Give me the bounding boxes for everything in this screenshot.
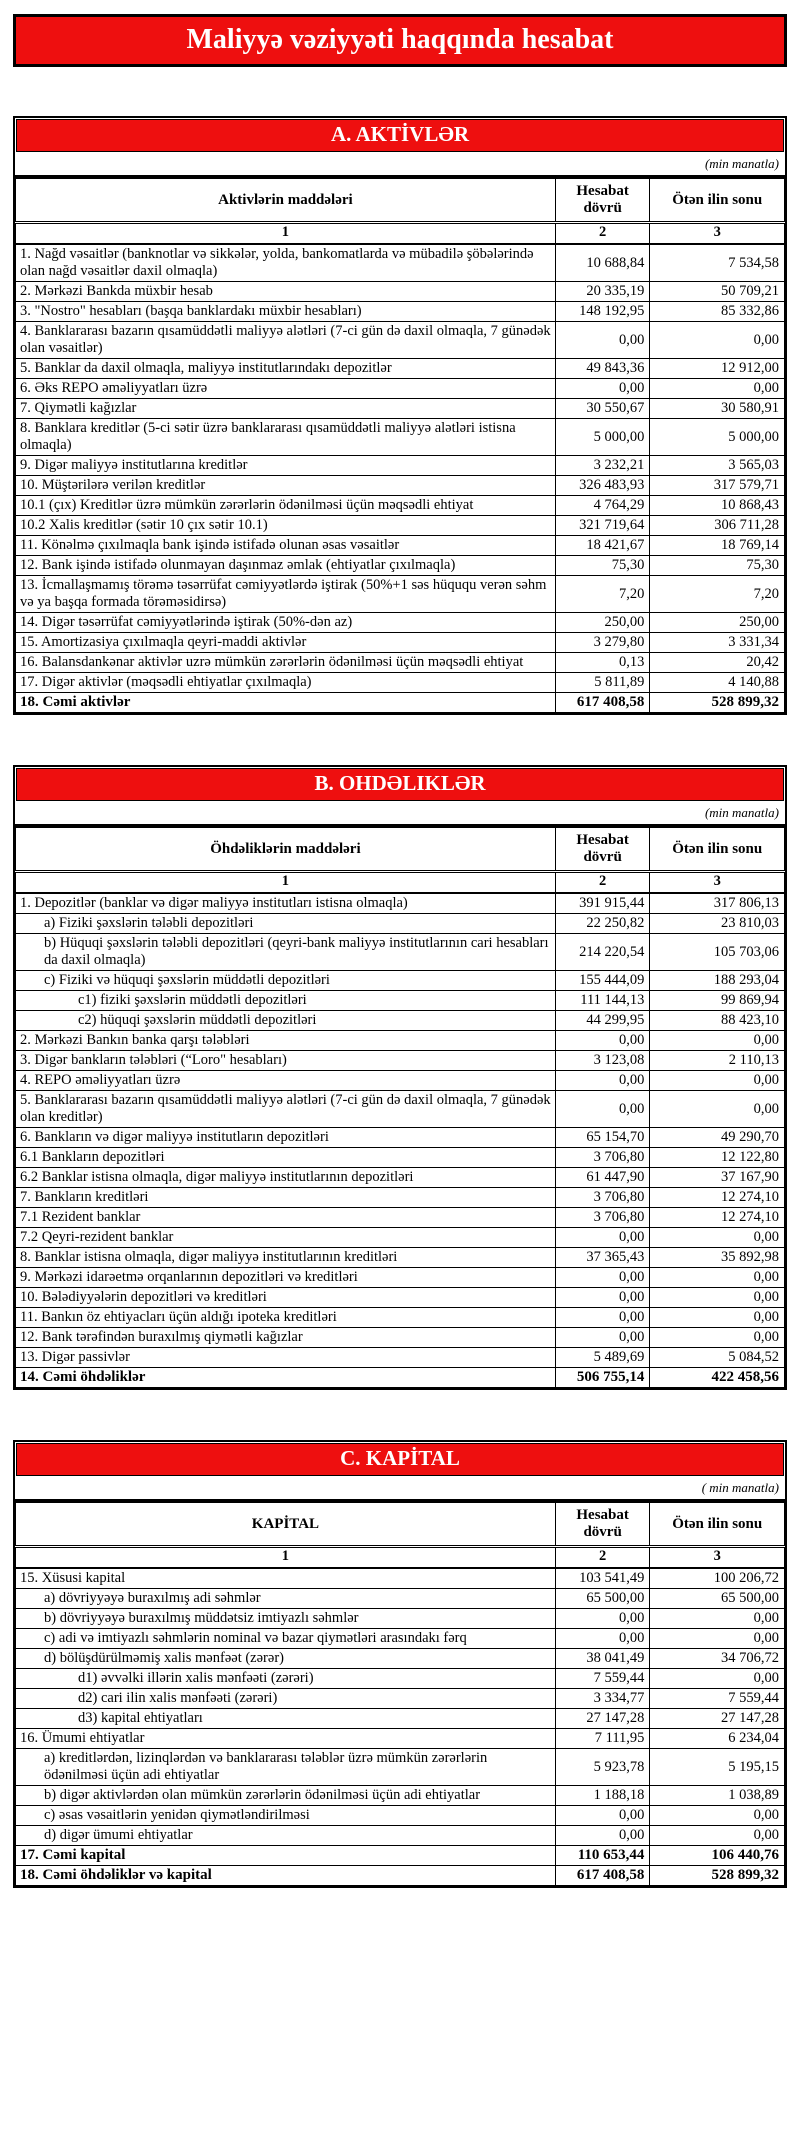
row-label: 4. REPO əməliyyatları üzrə	[16, 1071, 556, 1091]
row-value-current-period: 49 843,36	[555, 359, 650, 379]
row-label: 2. Mərkəzi Bankda müxbir hesab	[16, 282, 556, 302]
row-value-current-period: 0,00	[555, 1328, 650, 1348]
unit-note: (min manatla)	[15, 153, 785, 178]
row-label: 5. Banklararası bazarın qısamüddətli maliyyə alətləri (7-ci gün də daxil olmaqla, 7 günədək olan kreditlər)	[16, 1091, 556, 1128]
row-value-previous-year: 188 293,04	[650, 971, 785, 991]
row-value-current-period: 18 421,67	[555, 536, 650, 556]
row-value-previous-year: 0,00	[650, 1806, 785, 1826]
row-value-previous-year: 85 332,86	[650, 302, 785, 322]
table-row	[16, 1826, 785, 1846]
row-value-previous-year: 105 703,06	[650, 934, 785, 971]
row-value-previous-year: 20,42	[650, 653, 785, 673]
row-value-current-period: 0,00	[555, 1071, 650, 1091]
row-label: 14. Digər təsərrüfat cəmiyyətlərində iştirak (50%-dən az)	[16, 613, 556, 633]
col-header-current-period: Hesabat dövrü	[555, 828, 650, 872]
row-value-previous-year: 0,00	[650, 1091, 785, 1128]
row-value-previous-year: 49 290,70	[650, 1128, 785, 1148]
row-label: 14. Cəmi öhdəliklər	[16, 1368, 556, 1388]
table-row	[16, 1031, 785, 1051]
col-number-1: 1	[16, 872, 556, 894]
row-label: 12. Bank tərəfindən buraxılmış qiymətli kağızlar	[16, 1328, 556, 1348]
table-row	[16, 302, 785, 322]
row-value-previous-year: 250,00	[650, 613, 785, 633]
section-header-banner	[16, 119, 784, 152]
row-value-current-period: 110 653,44	[555, 1846, 650, 1866]
row-value-current-period: 0,00	[555, 1228, 650, 1248]
section-title: B. OHDƏLIKLƏR	[314, 771, 486, 795]
row-value-current-period: 506 755,14	[555, 1368, 650, 1388]
row-value-current-period: 0,00	[555, 1629, 650, 1649]
section-table	[15, 178, 785, 713]
col-header-items: KAPİTAL	[16, 1503, 556, 1547]
table-row	[16, 1188, 785, 1208]
row-label: 17. Cəmi kapital	[16, 1846, 556, 1866]
row-value-current-period: 617 408,58	[555, 1866, 650, 1886]
row-value-current-period: 148 192,95	[555, 302, 650, 322]
row-value-previous-year: 0,00	[650, 1031, 785, 1051]
column-number-row	[16, 872, 785, 894]
row-value-current-period: 0,00	[555, 1609, 650, 1629]
table-row	[16, 1071, 785, 1091]
report-section	[13, 1440, 787, 1888]
row-value-current-period: 75,30	[555, 556, 650, 576]
row-value-previous-year: 7 534,58	[650, 244, 785, 282]
table-row	[16, 1568, 785, 1589]
table-row	[16, 1248, 785, 1268]
row-value-current-period: 37 365,43	[555, 1248, 650, 1268]
row-value-previous-year: 88 423,10	[650, 1011, 785, 1031]
row-value-current-period: 0,00	[555, 1091, 650, 1128]
row-label: 1. Depozitlər (banklar və digər maliyyə institutları istisna olmaqla)	[16, 893, 556, 914]
col-header-previous-year: Ötən ilin sonu	[650, 179, 785, 223]
row-label: d) digər ümumi ehtiyatlar	[16, 1826, 556, 1846]
row-label: b) digər aktivlərdən olan mümkün zərərlərin ödənilməsi üçün adi ehtiyatlar	[16, 1786, 556, 1806]
table-row	[16, 419, 785, 456]
table-row	[16, 496, 785, 516]
table-row	[16, 1846, 785, 1866]
row-value-current-period: 155 444,09	[555, 971, 650, 991]
table-row	[16, 379, 785, 399]
row-label: 17. Digər aktivlər (məqsədli ehtiyatlar çıxılmaqla)	[16, 673, 556, 693]
col-number-3: 3	[650, 1547, 785, 1569]
row-value-current-period: 3 706,80	[555, 1208, 650, 1228]
table-row	[16, 516, 785, 536]
table-row	[16, 556, 785, 576]
row-label: 4. Banklararası bazarın qısamüddətli maliyyə alətləri (7-ci gün də daxil olmaqla, 7 günədək olan vəsaitlər)	[16, 322, 556, 359]
row-value-previous-year: 528 899,32	[650, 693, 785, 713]
section-header-banner	[16, 768, 784, 801]
row-value-current-period: 617 408,58	[555, 693, 650, 713]
row-value-current-period: 7,20	[555, 576, 650, 613]
row-value-previous-year: 0,00	[650, 1826, 785, 1846]
table-row	[16, 633, 785, 653]
row-value-current-period: 103 541,49	[555, 1568, 650, 1589]
row-value-current-period: 250,00	[555, 613, 650, 633]
report-section	[13, 765, 787, 1390]
column-number-row	[16, 1547, 785, 1569]
table-row	[16, 1148, 785, 1168]
row-value-previous-year: 106 440,76	[650, 1846, 785, 1866]
column-header-row	[16, 179, 785, 223]
row-value-current-period: 3 706,80	[555, 1148, 650, 1168]
section-title: C. KAPİTAL	[340, 1446, 460, 1470]
table-row	[16, 1051, 785, 1071]
table-row	[16, 1208, 785, 1228]
row-value-current-period: 111 144,13	[555, 991, 650, 1011]
table-row	[16, 282, 785, 302]
row-value-current-period: 7 559,44	[555, 1669, 650, 1689]
row-value-previous-year: 10 868,43	[650, 496, 785, 516]
section-table-body	[16, 1568, 785, 1886]
row-value-previous-year: 37 167,90	[650, 1168, 785, 1188]
row-value-current-period: 44 299,95	[555, 1011, 650, 1031]
table-row	[16, 1649, 785, 1669]
table-row	[16, 673, 785, 693]
row-label: 8. Banklar istisna olmaqla, digər maliyyə institutlarının kreditləri	[16, 1248, 556, 1268]
table-row	[16, 893, 785, 914]
table-row	[16, 576, 785, 613]
row-value-current-period: 0,00	[555, 1268, 650, 1288]
row-label: 10. Müştərilərə verilən kreditlər	[16, 476, 556, 496]
row-label: 15. Amortizasiya çıxılmaqla qeyri-maddi aktivlər	[16, 633, 556, 653]
row-label: a) dövriyyəyə buraxılmış adi səhmlər	[16, 1589, 556, 1609]
row-value-previous-year: 0,00	[650, 1669, 785, 1689]
table-row	[16, 1589, 785, 1609]
row-label: 16. Balansdankənar aktivlər uzrə mümkün zərərlərin ödənilməsi üçün məqsədli ehtiyat	[16, 653, 556, 673]
row-value-current-period: 22 250,82	[555, 914, 650, 934]
table-row	[16, 1368, 785, 1388]
row-label: 7.2 Qeyri-rezident banklar	[16, 1228, 556, 1248]
row-label: 3. Digər bankların tələbləri (“Loro" hesabları)	[16, 1051, 556, 1071]
table-row	[16, 359, 785, 379]
row-value-current-period: 5 811,89	[555, 673, 650, 693]
row-value-current-period: 0,13	[555, 653, 650, 673]
col-number-2: 2	[555, 1547, 650, 1569]
row-label: d3) kapital ehtiyatları	[16, 1709, 556, 1729]
row-value-current-period: 7 111,95	[555, 1729, 650, 1749]
row-label: 2. Mərkəzi Bankın banka qarşı tələbləri	[16, 1031, 556, 1051]
table-row	[16, 399, 785, 419]
row-label: 6. Bankların və digər maliyyə institutların depozitləri	[16, 1128, 556, 1148]
row-value-previous-year: 0,00	[650, 1228, 785, 1248]
row-value-previous-year: 50 709,21	[650, 282, 785, 302]
report-title-banner	[13, 14, 787, 67]
row-value-current-period: 27 147,28	[555, 1709, 650, 1729]
row-value-previous-year: 12 274,10	[650, 1188, 785, 1208]
row-value-previous-year: 528 899,32	[650, 1866, 785, 1886]
row-value-previous-year: 0,00	[650, 379, 785, 399]
row-value-previous-year: 0,00	[650, 1609, 785, 1629]
row-value-current-period: 3 123,08	[555, 1051, 650, 1071]
row-value-previous-year: 100 206,72	[650, 1568, 785, 1589]
col-number-2: 2	[555, 872, 650, 894]
column-number-row	[16, 223, 785, 245]
row-label: c1) fiziki şəxslərin müddətli depozitləri	[16, 991, 556, 1011]
row-value-current-period: 10 688,84	[555, 244, 650, 282]
table-row	[16, 1629, 785, 1649]
row-label: 10.1 (çıx) Kreditlər üzrə mümkün zərərlərin ödənilməsi üçün məqsədli ehtiyat	[16, 496, 556, 516]
row-label: 9. Digər maliyyə institutlarına kreditlər	[16, 456, 556, 476]
table-row	[16, 536, 785, 556]
section-table-body	[16, 244, 785, 713]
row-value-current-period: 65 500,00	[555, 1589, 650, 1609]
row-label: 7.1 Rezident banklar	[16, 1208, 556, 1228]
table-row	[16, 1091, 785, 1128]
row-label: 10.2 Xalis kreditlər (sətir 10 çıx sətir 10.1)	[16, 516, 556, 536]
row-value-previous-year: 5 084,52	[650, 1348, 785, 1368]
table-row	[16, 244, 785, 282]
row-label: d2) cari ilin xalis mənfəəti (zərəri)	[16, 1689, 556, 1709]
row-value-previous-year: 0,00	[650, 1629, 785, 1649]
table-row	[16, 1228, 785, 1248]
table-row	[16, 322, 785, 359]
row-value-current-period: 0,00	[555, 322, 650, 359]
row-value-previous-year: 34 706,72	[650, 1649, 785, 1669]
table-row	[16, 991, 785, 1011]
row-value-current-period: 0,00	[555, 1288, 650, 1308]
table-row	[16, 1689, 785, 1709]
row-label: 5. Banklar da daxil olmaqla, maliyyə institutlarındakı depozitlər	[16, 359, 556, 379]
row-value-previous-year: 3 565,03	[650, 456, 785, 476]
row-label: 12. Bank işində istifadə olunmayan daşınmaz əmlak (ehtiyatlar çıxılmaqla)	[16, 556, 556, 576]
row-label: 8. Banklara kreditlər (5-ci sətir üzrə banklararası qısamüddətli maliyyə alətləri istisna olmaqla)	[16, 419, 556, 456]
table-row	[16, 1268, 785, 1288]
col-number-1: 1	[16, 1547, 556, 1569]
row-label: 11. Könəlmə çıxılmaqla bank işində istifadə olunan əsas vəsaitlər	[16, 536, 556, 556]
row-value-previous-year: 306 711,28	[650, 516, 785, 536]
section-table	[15, 827, 785, 1388]
table-row	[16, 1328, 785, 1348]
row-value-current-period: 61 447,90	[555, 1168, 650, 1188]
row-label: 18. Cəmi aktivlər	[16, 693, 556, 713]
row-value-previous-year: 27 147,28	[650, 1709, 785, 1729]
row-value-current-period: 0,00	[555, 1806, 650, 1826]
row-value-current-period: 20 335,19	[555, 282, 650, 302]
col-number-2: 2	[555, 223, 650, 245]
row-label: c) Fiziki və hüquqi şəxslərin müddətli depozitləri	[16, 971, 556, 991]
row-label: 13. İcmallaşmamış törəmə təsərrüfat cəmiyyətlərdə iştirak (50%+1 səs hüququ verən səhm və ya başqa formada törəməsidirsə)	[16, 576, 556, 613]
col-header-previous-year: Ötən ilin sonu	[650, 828, 785, 872]
row-label: a) Fiziki şəxslərin tələbli depozitləri	[16, 914, 556, 934]
section-table	[15, 1502, 785, 1886]
table-row	[16, 1288, 785, 1308]
row-label: c2) hüquqi şəxslərin müddətli depozitləri	[16, 1011, 556, 1031]
table-row	[16, 934, 785, 971]
row-value-previous-year: 4 140,88	[650, 673, 785, 693]
row-label: 13. Digər passivlər	[16, 1348, 556, 1368]
table-row	[16, 613, 785, 633]
row-value-current-period: 3 232,21	[555, 456, 650, 476]
row-label: 6. Əks REPO əməliyyatları üzrə	[16, 379, 556, 399]
column-header-row	[16, 828, 785, 872]
col-number-1: 1	[16, 223, 556, 245]
col-number-3: 3	[650, 872, 785, 894]
row-value-current-period: 3 706,80	[555, 1188, 650, 1208]
row-label: a) kreditlərdən, lizinqlərdən və banklararası tələblər üzrə mümkün zərərlərin ödənilməsi üçün adi ehtiyatlar	[16, 1749, 556, 1786]
row-label: c) adi və imtiyazlı səhmlərin nominal və bazar qiymətləri arasındakı fərq	[16, 1629, 556, 1649]
row-label: b) dövriyyəyə buraxılmış müddətsiz imtiyazlı səhmlər	[16, 1609, 556, 1629]
row-value-previous-year: 0,00	[650, 322, 785, 359]
col-header-items: Öhdəliklərin maddələri	[16, 828, 556, 872]
row-label: b) Hüquqi şəxslərin tələbli depozitləri (qeyri-bank maliyyə institutlarının cari hesabları da daxil olmaqla)	[16, 934, 556, 971]
row-value-previous-year: 6 234,04	[650, 1729, 785, 1749]
col-header-current-period: Hesabat dövrü	[555, 1503, 650, 1547]
row-label: d1) əvvəlki illərin xalis mənfəəti (zərəri)	[16, 1669, 556, 1689]
row-value-current-period: 391 915,44	[555, 893, 650, 914]
row-value-current-period: 0,00	[555, 1031, 650, 1051]
row-label: 10. Bələdiyyələrin depozitləri və kreditləri	[16, 1288, 556, 1308]
table-row	[16, 1709, 785, 1729]
table-row	[16, 693, 785, 713]
row-label: 7. Bankların kreditləri	[16, 1188, 556, 1208]
row-label: 3. "Nostro" hesabları (başqa banklardakı müxbir hesabları)	[16, 302, 556, 322]
row-value-current-period: 0,00	[555, 379, 650, 399]
col-header-items: Aktivlərin maddələri	[16, 179, 556, 223]
row-label: 6.2 Banklar istisna olmaqla, digər maliyyə institutlarının depozitləri	[16, 1168, 556, 1188]
row-value-current-period: 3 279,80	[555, 633, 650, 653]
row-value-previous-year: 0,00	[650, 1071, 785, 1091]
row-value-current-period: 5 489,69	[555, 1348, 650, 1368]
row-label: 1. Nağd vəsaitlər (banknotlar və sikkələr, yolda, bankomatlarda və mübadilə şöbələrində olan nağd vəsaitlər daxil olmaqla)	[16, 244, 556, 282]
table-row	[16, 1866, 785, 1886]
row-value-previous-year: 1 038,89	[650, 1786, 785, 1806]
row-value-current-period: 326 483,93	[555, 476, 650, 496]
table-row	[16, 1669, 785, 1689]
row-value-previous-year: 30 580,91	[650, 399, 785, 419]
row-value-current-period: 321 719,64	[555, 516, 650, 536]
table-row	[16, 971, 785, 991]
row-value-previous-year: 3 331,34	[650, 633, 785, 653]
row-label: 16. Ümumi ehtiyatlar	[16, 1729, 556, 1749]
table-row	[16, 1609, 785, 1629]
row-value-previous-year: 5 195,15	[650, 1749, 785, 1786]
table-row	[16, 1168, 785, 1188]
row-value-current-period: 0,00	[555, 1826, 650, 1846]
report-title: Maliyyə vəziyyəti haqqında hesabat	[186, 24, 614, 55]
table-row	[16, 1806, 785, 1826]
table-row	[16, 456, 785, 476]
row-value-current-period: 38 041,49	[555, 1649, 650, 1669]
row-value-previous-year: 18 769,14	[650, 536, 785, 556]
row-value-previous-year: 75,30	[650, 556, 785, 576]
row-value-current-period: 65 154,70	[555, 1128, 650, 1148]
row-label: 6.1 Bankların depozitləri	[16, 1148, 556, 1168]
row-value-previous-year: 7 559,44	[650, 1689, 785, 1709]
table-row	[16, 1128, 785, 1148]
table-row	[16, 1011, 785, 1031]
row-value-previous-year: 0,00	[650, 1308, 785, 1328]
row-label: c) əsas vəsaitlərin yenidən qiymətləndirilməsi	[16, 1806, 556, 1826]
row-value-previous-year: 99 869,94	[650, 991, 785, 1011]
row-value-previous-year: 5 000,00	[650, 419, 785, 456]
row-value-current-period: 5 000,00	[555, 419, 650, 456]
table-row	[16, 1348, 785, 1368]
table-row	[16, 476, 785, 496]
row-value-current-period: 0,00	[555, 1308, 650, 1328]
row-value-previous-year: 12 912,00	[650, 359, 785, 379]
col-number-3: 3	[650, 223, 785, 245]
row-value-previous-year: 0,00	[650, 1288, 785, 1308]
row-label: 9. Mərkəzi idarəetmə orqanlarının depozitləri və kreditləri	[16, 1268, 556, 1288]
row-value-previous-year: 0,00	[650, 1268, 785, 1288]
row-label: 18. Cəmi öhdəliklər və kapital	[16, 1866, 556, 1886]
row-value-previous-year: 12 122,80	[650, 1148, 785, 1168]
table-row	[16, 914, 785, 934]
row-value-current-period: 30 550,67	[555, 399, 650, 419]
report-sections	[13, 116, 787, 1888]
row-value-previous-year: 317 579,71	[650, 476, 785, 496]
row-value-previous-year: 2 110,13	[650, 1051, 785, 1071]
row-value-current-period: 3 334,77	[555, 1689, 650, 1709]
row-label: 15. Xüsusi kapital	[16, 1568, 556, 1589]
col-header-previous-year: Ötən ilin sonu	[650, 1503, 785, 1547]
row-value-previous-year: 65 500,00	[650, 1589, 785, 1609]
report-section	[13, 116, 787, 715]
row-value-previous-year: 317 806,13	[650, 893, 785, 914]
unit-note: (min manatla)	[15, 802, 785, 827]
row-value-previous-year: 7,20	[650, 576, 785, 613]
row-value-previous-year: 23 810,03	[650, 914, 785, 934]
row-label: 7. Qiymətli kağızlar	[16, 399, 556, 419]
row-value-previous-year: 12 274,10	[650, 1208, 785, 1228]
table-row	[16, 1749, 785, 1786]
row-value-previous-year: 422 458,56	[650, 1368, 785, 1388]
table-row	[16, 1729, 785, 1749]
row-value-previous-year: 0,00	[650, 1328, 785, 1348]
row-label: 11. Bankın öz ehtiyacları üçün aldığı ipoteka kreditləri	[16, 1308, 556, 1328]
table-row	[16, 1308, 785, 1328]
row-value-current-period: 4 764,29	[555, 496, 650, 516]
col-header-current-period: Hesabat dövrü	[555, 179, 650, 223]
table-row	[16, 1786, 785, 1806]
section-header-banner	[16, 1443, 784, 1476]
section-table-body	[16, 893, 785, 1388]
row-value-current-period: 1 188,18	[555, 1786, 650, 1806]
row-value-current-period: 214 220,54	[555, 934, 650, 971]
column-header-row	[16, 1503, 785, 1547]
row-value-current-period: 5 923,78	[555, 1749, 650, 1786]
table-row	[16, 653, 785, 673]
section-title: A. AKTİVLƏR	[330, 122, 470, 146]
row-value-previous-year: 35 892,98	[650, 1248, 785, 1268]
unit-note: ( min manatla)	[15, 1477, 785, 1502]
row-label: d) bölüşdürülməmiş xalis mənfəət (zərər)	[16, 1649, 556, 1669]
